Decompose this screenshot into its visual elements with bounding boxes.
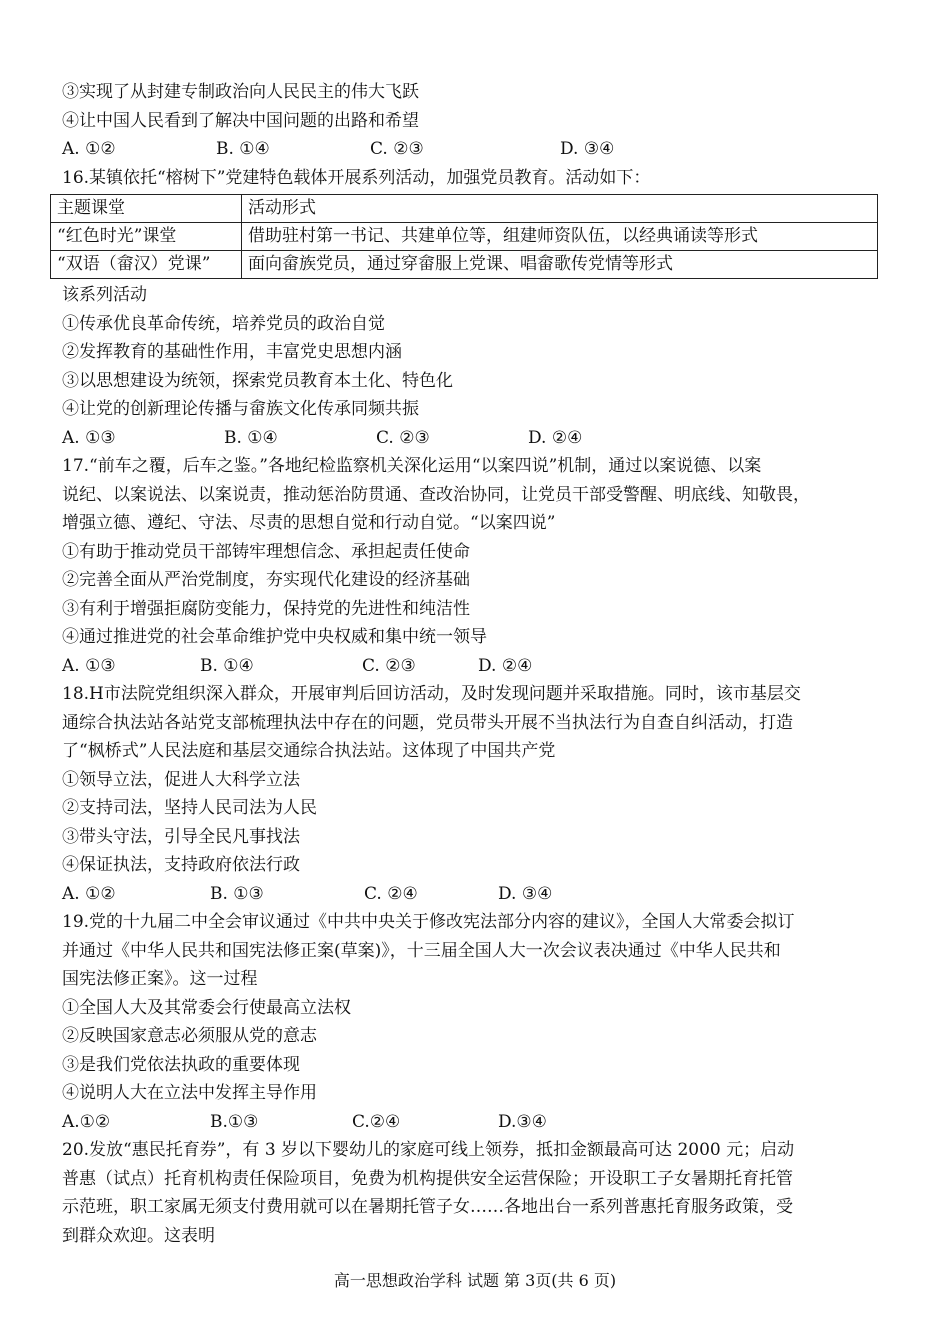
answer-b: B. ①④ [224,427,278,448]
option-1: ①全国人大及其常委会行使最高立法权 [62,997,351,1018]
option-2: ②发挥教育的基础性作用，丰富党史思想内涵 [62,342,402,362]
table-header: 主题课堂 [51,195,242,223]
answer-a: A.①② [62,1111,111,1132]
answer-d: D.③④ [498,1111,547,1132]
activity-table [50,194,878,279]
question-stem-line: 增强立德、遵纪、守法、尽责的思想自觉和行动自觉。“以案四说” [62,513,556,533]
option-2: ②支持司法，坚持人民司法为人民 [62,798,317,818]
answer-d: D. ③④ [498,883,553,904]
answer-c: C. ②③ [376,427,430,448]
table-cell: 借助驻村第一书记、共建单位等，组建师资队伍，以经典诵读等形式 [242,223,878,251]
answer-choices [62,880,892,909]
question-stem-line: 18.H市法院党组织深入群众，开展审判后回访活动，及时发现问题并采取措施。同时，该市基层交 [62,684,801,704]
question-stem-line: 说纪、以案说法、以案说责，推动惩治防贯通、查改治协同，让党员干部受警醒、明底线、知敬畏， [62,484,810,505]
table-header: 活动形式 [242,195,878,223]
option-2: ②反映国家意志必须服从党的意志 [62,1026,317,1046]
answer-c: C.②④ [352,1111,401,1132]
answer-choices [62,1108,892,1137]
question-stem-line: 到群众欢迎。这表明 [62,1225,215,1246]
table-cell: 面向畲族党员，通过穿畲服上党课、唱畲歌传党情等形式 [242,251,878,279]
question-stem-line: 普惠（试点）托育机构责任保险项目，免费为机构提供安全运营保险；开设职工子女暑期托育托管 [62,1168,793,1189]
option-4: ④让中国人民看到了解决中国问题的出路和希望 [62,110,419,131]
question-18 [62,680,892,908]
answer-c: C. ②③ [362,655,416,676]
option-3: ③以思想建设为统领，探索党员教育本土化、特色化 [62,370,453,391]
table-row [51,223,878,251]
question-stem-line: 通综合执法站各站党支部梳理执法中存在的问题，党员带头开展不当执法行为自查自纠活动，打造 [62,712,793,733]
question-stem-line: 了“枫桥式”人民法庭和基层交通综合执法站。这体现了中国共产党 [62,741,556,761]
option-4: ④通过推进党的社会革命维护党中央权威和集中统一领导 [62,627,487,647]
option-4: ④说明人大在立法中发挥主导作用 [62,1083,317,1103]
answer-b: B. ①④ [216,139,270,159]
answer-b: B.①③ [210,1111,259,1132]
answer-c: C. ②③ [370,139,424,159]
question-stem-line: 国宪法修正案》。这一过程 [62,969,258,989]
answer-choices [62,424,892,453]
answer-a: A. ①② [62,139,116,159]
option-3: ③有利于增强拒腐防变能力，保持党的先进性和纯洁性 [62,598,470,619]
question-lead: 该系列活动 [62,285,147,305]
page-footer: 高一思想政治学科 试题 第 3页(共 6 页) [333,1271,617,1290]
question-20 [62,1136,892,1250]
table-header-row [51,195,878,223]
option-3: ③带头守法，引导全民凡事找法 [62,826,300,847]
question-stem-line: 示范班，职工家属无须支付费用就可以在暑期托管子女……各地出台一系列普惠托育服务政策，受 [62,1197,793,1217]
table-row [51,251,878,279]
answer-d: D. ③④ [560,139,615,159]
option-3: ③是我们党依法执政的重要体现 [62,1054,300,1075]
answer-d: D. ②④ [528,427,583,448]
q15-carryover [62,78,892,164]
answer-d: D. ②④ [478,655,533,676]
option-1: ①有助于推动党员干部铸牢理想信念、承担起责任使命 [62,541,470,562]
question-stem-line: 17.“前车之覆，后车之鉴。”各地纪检监察机关深化运用“以案四说”机制，通过以案说德、以案 [62,456,762,476]
answer-a: A. ①③ [62,655,116,676]
answer-a: A. ①② [62,883,116,904]
question-stem: 16.某镇依托“榕树下”党建特色载体开展系列活动，加强党员教育。活动如下： [62,167,651,188]
question-stem-line: 并通过《中华人民共和国宪法修正案(草案)》，十三届全国人大一次会议表决通过《中华人民共和 [62,940,781,961]
question-stem-line: 19.党的十九届二中全会审议通过《中共中央关于修改宪法部分内容的建议》，全国人大常委会拟订 [62,912,795,932]
question-17 [62,452,892,680]
option-4: ④让党的创新理论传播与畲族文化传承同频共振 [62,399,419,419]
answer-b: B. ①③ [210,883,264,904]
table-cell: “红色时光”课堂 [51,223,242,251]
answer-b: B. ①④ [200,655,254,676]
answer-c: C. ②④ [364,883,418,904]
table-cell: “双语（畲汉）党课” [51,251,242,279]
option-4: ④保证执法，支持政府依法行政 [62,855,300,875]
option-3: ③实现了从封建专制政治向人民民主的伟大飞跃 [62,82,419,102]
page-content [57,78,892,1250]
question-stem-line: 20.发放“惠民托育券”，有 3 岁以下婴幼儿的家庭可线上领券，抵扣金额最高可达 2000 元；启动 [62,1140,795,1160]
answer-choices [62,652,892,681]
question-16 [57,164,892,453]
answer-choices [62,135,892,164]
option-1: ①传承优良革命传统，培养党员的政治自觉 [62,313,385,334]
answer-a: A. ①③ [62,427,116,448]
question-19 [62,908,892,1136]
option-2: ②完善全面从严治党制度，夯实现代化建设的经济基础 [62,570,470,590]
option-1: ①领导立法，促进人大科学立法 [62,769,300,790]
